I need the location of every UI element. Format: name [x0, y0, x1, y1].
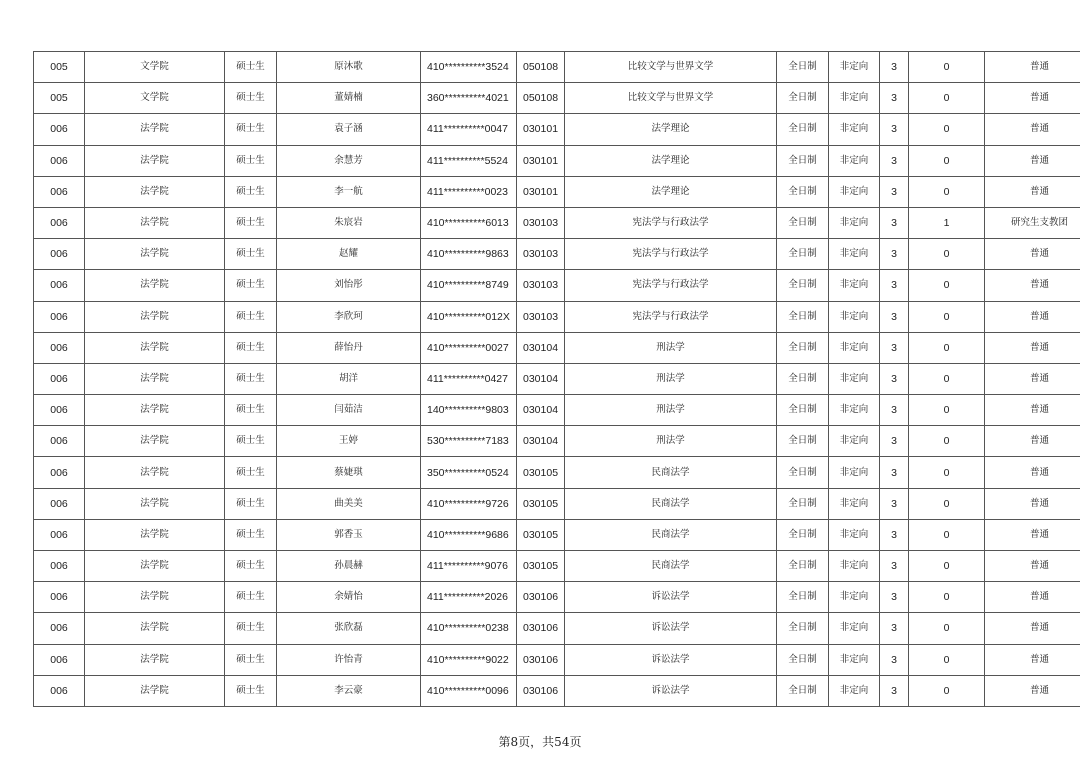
college-name-cell: 法学院 — [85, 332, 225, 363]
program-type-cell: 普通 — [985, 52, 1080, 83]
table-row — [34, 239, 1080, 270]
college-code-cell: 006 — [34, 519, 85, 550]
student-type-cell: 硕士生 — [225, 52, 277, 83]
student-type-cell: 硕士生 — [225, 270, 277, 301]
college-code-cell: 006 — [34, 270, 85, 301]
college-code-cell: 005 — [34, 52, 85, 83]
college-name-cell: 法学院 — [85, 675, 225, 706]
college-name-cell: 法学院 — [85, 457, 225, 488]
orientation-cell: 非定向 — [829, 52, 880, 83]
college-name-cell: 法学院 — [85, 239, 225, 270]
table-row — [34, 675, 1080, 706]
study-mode-cell: 全日制 — [777, 675, 829, 706]
college-code-cell: 006 — [34, 301, 85, 332]
special-flag-cell: 0 — [909, 457, 985, 488]
id-number-cell: 410**********3524 — [421, 52, 517, 83]
program-type-cell: 普通 — [985, 145, 1080, 176]
table-body — [34, 52, 1080, 707]
major-name-cell: 诉讼法学 — [565, 644, 777, 675]
study-mode-cell: 全日制 — [777, 426, 829, 457]
study-mode-cell: 全日制 — [777, 363, 829, 394]
id-number-cell: 411**********5524 — [421, 145, 517, 176]
major-name-cell: 刑法学 — [565, 332, 777, 363]
table-row — [34, 426, 1080, 457]
student-name-cell: 朱宸岩 — [277, 207, 421, 238]
student-type-cell: 硕士生 — [225, 675, 277, 706]
student-type-cell: 硕士生 — [225, 176, 277, 207]
program-type-cell: 普通 — [985, 644, 1080, 675]
years-cell: 3 — [880, 488, 909, 519]
major-code-cell: 030101 — [517, 145, 565, 176]
college-code-cell: 006 — [34, 207, 85, 238]
study-mode-cell: 全日制 — [777, 270, 829, 301]
major-code-cell: 050108 — [517, 83, 565, 114]
special-flag-cell: 0 — [909, 145, 985, 176]
study-mode-cell: 全日制 — [777, 83, 829, 114]
program-type-cell: 普通 — [985, 426, 1080, 457]
student-type-cell: 硕士生 — [225, 613, 277, 644]
id-number-cell: 410**********9686 — [421, 519, 517, 550]
student-type-cell: 硕士生 — [225, 332, 277, 363]
college-code-cell: 006 — [34, 363, 85, 394]
student-name-cell: 余婧怡 — [277, 582, 421, 613]
years-cell: 3 — [880, 675, 909, 706]
student-type-cell: 硕士生 — [225, 488, 277, 519]
student-type-cell: 硕士生 — [225, 363, 277, 394]
college-code-cell: 006 — [34, 426, 85, 457]
student-type-cell: 硕士生 — [225, 145, 277, 176]
college-name-cell: 文学院 — [85, 52, 225, 83]
orientation-cell: 非定向 — [829, 114, 880, 145]
orientation-cell: 非定向 — [829, 519, 880, 550]
years-cell: 3 — [880, 83, 909, 114]
id-number-cell: 140**********9803 — [421, 395, 517, 426]
years-cell: 3 — [880, 582, 909, 613]
major-name-cell: 民商法学 — [565, 519, 777, 550]
orientation-cell: 非定向 — [829, 551, 880, 582]
college-name-cell: 法学院 — [85, 301, 225, 332]
student-name-cell: 曲美美 — [277, 488, 421, 519]
study-mode-cell: 全日制 — [777, 145, 829, 176]
special-flag-cell: 0 — [909, 301, 985, 332]
id-number-cell: 410**********9863 — [421, 239, 517, 270]
student-name-cell: 李一航 — [277, 176, 421, 207]
program-type-cell: 普通 — [985, 363, 1080, 394]
table-row — [34, 551, 1080, 582]
student-name-cell: 袁子涵 — [277, 114, 421, 145]
student-name-cell: 张欣磊 — [277, 613, 421, 644]
major-code-cell: 030106 — [517, 644, 565, 675]
major-name-cell: 比较文学与世界文学 — [565, 83, 777, 114]
table-row — [34, 363, 1080, 394]
orientation-cell: 非定向 — [829, 301, 880, 332]
special-flag-cell: 0 — [909, 551, 985, 582]
id-number-cell: 410**********9022 — [421, 644, 517, 675]
orientation-cell: 非定向 — [829, 145, 880, 176]
orientation-cell: 非定向 — [829, 363, 880, 394]
orientation-cell: 非定向 — [829, 426, 880, 457]
college-name-cell: 法学院 — [85, 270, 225, 301]
special-flag-cell: 0 — [909, 582, 985, 613]
student-type-cell: 硕士生 — [225, 301, 277, 332]
college-name-cell: 法学院 — [85, 613, 225, 644]
major-code-cell: 030105 — [517, 519, 565, 550]
table-row — [34, 582, 1080, 613]
student-table — [33, 51, 1080, 707]
student-type-cell: 硕士生 — [225, 426, 277, 457]
program-type-cell: 普通 — [985, 675, 1080, 706]
table-row — [34, 270, 1080, 301]
major-code-cell: 030103 — [517, 207, 565, 238]
major-name-cell: 民商法学 — [565, 457, 777, 488]
special-flag-cell: 0 — [909, 613, 985, 644]
years-cell: 3 — [880, 426, 909, 457]
college-code-cell: 006 — [34, 395, 85, 426]
student-type-cell: 硕士生 — [225, 207, 277, 238]
student-type-cell: 硕士生 — [225, 239, 277, 270]
special-flag-cell: 0 — [909, 426, 985, 457]
id-number-cell: 411**********0427 — [421, 363, 517, 394]
study-mode-cell: 全日制 — [777, 613, 829, 644]
study-mode-cell: 全日制 — [777, 301, 829, 332]
student-name-cell: 原沐歌 — [277, 52, 421, 83]
study-mode-cell: 全日制 — [777, 207, 829, 238]
table-row — [34, 176, 1080, 207]
study-mode-cell: 全日制 — [777, 582, 829, 613]
id-number-cell: 411**********2026 — [421, 582, 517, 613]
college-name-cell: 法学院 — [85, 644, 225, 675]
special-flag-cell: 0 — [909, 52, 985, 83]
id-number-cell: 411**********9076 — [421, 551, 517, 582]
college-code-cell: 006 — [34, 613, 85, 644]
table-row — [34, 301, 1080, 332]
orientation-cell: 非定向 — [829, 613, 880, 644]
years-cell: 3 — [880, 176, 909, 207]
years-cell: 3 — [880, 332, 909, 363]
years-cell: 3 — [880, 52, 909, 83]
study-mode-cell: 全日制 — [777, 395, 829, 426]
major-code-cell: 030105 — [517, 488, 565, 519]
college-name-cell: 法学院 — [85, 519, 225, 550]
major-name-cell: 刑法学 — [565, 426, 777, 457]
id-number-cell: 410**********0096 — [421, 675, 517, 706]
program-type-cell: 普通 — [985, 239, 1080, 270]
special-flag-cell: 0 — [909, 176, 985, 207]
college-name-cell: 法学院 — [85, 114, 225, 145]
college-code-cell: 006 — [34, 644, 85, 675]
program-type-cell: 普通 — [985, 301, 1080, 332]
major-code-cell: 030101 — [517, 176, 565, 207]
id-number-cell: 350**********0524 — [421, 457, 517, 488]
major-name-cell: 宪法学与行政法学 — [565, 207, 777, 238]
table-row — [34, 488, 1080, 519]
major-name-cell: 诉讼法学 — [565, 675, 777, 706]
major-code-cell: 030103 — [517, 270, 565, 301]
program-type-cell: 普通 — [985, 332, 1080, 363]
id-number-cell: 410**********8749 — [421, 270, 517, 301]
id-number-cell: 360**********4021 — [421, 83, 517, 114]
special-flag-cell: 0 — [909, 270, 985, 301]
years-cell: 3 — [880, 145, 909, 176]
college-code-cell: 006 — [34, 114, 85, 145]
major-code-cell: 030103 — [517, 239, 565, 270]
major-name-cell: 刑法学 — [565, 363, 777, 394]
student-name-cell: 王婷 — [277, 426, 421, 457]
special-flag-cell: 0 — [909, 395, 985, 426]
study-mode-cell: 全日制 — [777, 239, 829, 270]
major-name-cell: 法学理论 — [565, 114, 777, 145]
college-code-cell: 006 — [34, 457, 85, 488]
student-name-cell: 余慧芳 — [277, 145, 421, 176]
table-row — [34, 395, 1080, 426]
years-cell: 3 — [880, 301, 909, 332]
student-name-cell: 蔡婕琪 — [277, 457, 421, 488]
college-code-cell: 006 — [34, 582, 85, 613]
years-cell: 3 — [880, 457, 909, 488]
college-code-cell: 006 — [34, 675, 85, 706]
table-row — [34, 114, 1080, 145]
table-row — [34, 519, 1080, 550]
table-row — [34, 83, 1080, 114]
student-name-cell: 董婧楠 — [277, 83, 421, 114]
college-name-cell: 法学院 — [85, 363, 225, 394]
table-row — [34, 207, 1080, 238]
major-code-cell: 030101 — [517, 114, 565, 145]
study-mode-cell: 全日制 — [777, 114, 829, 145]
student-type-cell: 硕士生 — [225, 395, 277, 426]
major-code-cell: 030106 — [517, 582, 565, 613]
years-cell: 3 — [880, 270, 909, 301]
program-type-cell: 普通 — [985, 519, 1080, 550]
major-code-cell: 030105 — [517, 551, 565, 582]
years-cell: 3 — [880, 551, 909, 582]
student-type-cell: 硕士生 — [225, 457, 277, 488]
table-row — [34, 457, 1080, 488]
college-name-cell: 法学院 — [85, 395, 225, 426]
major-code-cell: 050108 — [517, 52, 565, 83]
college-name-cell: 法学院 — [85, 176, 225, 207]
special-flag-cell: 0 — [909, 644, 985, 675]
major-code-cell: 030103 — [517, 301, 565, 332]
college-name-cell: 法学院 — [85, 207, 225, 238]
page-footer: 第8页，共54页 — [498, 735, 582, 749]
study-mode-cell: 全日制 — [777, 488, 829, 519]
special-flag-cell: 0 — [909, 83, 985, 114]
id-number-cell: 530**********7183 — [421, 426, 517, 457]
student-name-cell: 李欣珂 — [277, 301, 421, 332]
major-code-cell: 030105 — [517, 457, 565, 488]
student-name-cell: 李云豪 — [277, 675, 421, 706]
table-row — [34, 613, 1080, 644]
college-code-cell: 006 — [34, 239, 85, 270]
major-code-cell: 030104 — [517, 426, 565, 457]
orientation-cell: 非定向 — [829, 239, 880, 270]
student-name-cell: 胡洋 — [277, 363, 421, 394]
major-name-cell: 诉讼法学 — [565, 613, 777, 644]
table-row — [34, 644, 1080, 675]
orientation-cell: 非定向 — [829, 488, 880, 519]
orientation-cell: 非定向 — [829, 675, 880, 706]
program-type-cell: 普通 — [985, 582, 1080, 613]
table-row — [34, 332, 1080, 363]
student-name-cell: 赵耀 — [277, 239, 421, 270]
major-code-cell: 030106 — [517, 675, 565, 706]
study-mode-cell: 全日制 — [777, 52, 829, 83]
id-number-cell: 410**********9726 — [421, 488, 517, 519]
college-code-cell: 006 — [34, 332, 85, 363]
table-row — [34, 52, 1080, 83]
orientation-cell: 非定向 — [829, 457, 880, 488]
major-name-cell: 法学理论 — [565, 176, 777, 207]
college-name-cell: 法学院 — [85, 145, 225, 176]
study-mode-cell: 全日制 — [777, 457, 829, 488]
special-flag-cell: 0 — [909, 114, 985, 145]
program-type-cell: 普通 — [985, 457, 1080, 488]
study-mode-cell: 全日制 — [777, 332, 829, 363]
program-type-cell: 普通 — [985, 551, 1080, 582]
major-name-cell: 民商法学 — [565, 488, 777, 519]
orientation-cell: 非定向 — [829, 83, 880, 114]
student-name-cell: 薛怡丹 — [277, 332, 421, 363]
major-code-cell: 030104 — [517, 363, 565, 394]
major-name-cell: 宪法学与行政法学 — [565, 270, 777, 301]
program-type-cell: 普通 — [985, 83, 1080, 114]
college-code-cell: 005 — [34, 83, 85, 114]
major-name-cell: 刑法学 — [565, 395, 777, 426]
special-flag-cell: 0 — [909, 519, 985, 550]
student-type-cell: 硕士生 — [225, 519, 277, 550]
special-flag-cell: 0 — [909, 675, 985, 706]
id-number-cell: 410**********0027 — [421, 332, 517, 363]
study-mode-cell: 全日制 — [777, 176, 829, 207]
student-type-cell: 硕士生 — [225, 114, 277, 145]
program-type-cell: 普通 — [985, 270, 1080, 301]
program-type-cell: 普通 — [985, 114, 1080, 145]
major-name-cell: 宪法学与行政法学 — [565, 301, 777, 332]
orientation-cell: 非定向 — [829, 644, 880, 675]
college-name-cell: 法学院 — [85, 551, 225, 582]
student-type-cell: 硕士生 — [225, 551, 277, 582]
orientation-cell: 非定向 — [829, 176, 880, 207]
major-code-cell: 030104 — [517, 332, 565, 363]
student-name-cell: 孙晨赫 — [277, 551, 421, 582]
college-code-cell: 006 — [34, 551, 85, 582]
college-name-cell: 法学院 — [85, 488, 225, 519]
special-flag-cell: 0 — [909, 363, 985, 394]
major-name-cell: 民商法学 — [565, 551, 777, 582]
major-name-cell: 法学理论 — [565, 145, 777, 176]
id-number-cell: 410**********012X — [421, 301, 517, 332]
years-cell: 3 — [880, 395, 909, 426]
college-name-cell: 文学院 — [85, 83, 225, 114]
id-number-cell: 410**********6013 — [421, 207, 517, 238]
years-cell: 3 — [880, 114, 909, 145]
study-mode-cell: 全日制 — [777, 551, 829, 582]
study-mode-cell: 全日制 — [777, 519, 829, 550]
program-type-cell: 研究生支教团 — [985, 207, 1080, 238]
years-cell: 3 — [880, 613, 909, 644]
orientation-cell: 非定向 — [829, 270, 880, 301]
years-cell: 3 — [880, 644, 909, 675]
program-type-cell: 普通 — [985, 488, 1080, 519]
student-name-cell: 闫茹洁 — [277, 395, 421, 426]
years-cell: 3 — [880, 519, 909, 550]
major-code-cell: 030104 — [517, 395, 565, 426]
special-flag-cell: 1 — [909, 207, 985, 238]
major-name-cell: 宪法学与行政法学 — [565, 239, 777, 270]
college-code-cell: 006 — [34, 176, 85, 207]
years-cell: 3 — [880, 363, 909, 394]
special-flag-cell: 0 — [909, 239, 985, 270]
program-type-cell: 普通 — [985, 176, 1080, 207]
student-type-cell: 硕士生 — [225, 644, 277, 675]
orientation-cell: 非定向 — [829, 582, 880, 613]
id-number-cell: 411**********0047 — [421, 114, 517, 145]
major-name-cell: 诉讼法学 — [565, 582, 777, 613]
major-code-cell: 030106 — [517, 613, 565, 644]
student-type-cell: 硕士生 — [225, 83, 277, 114]
special-flag-cell: 0 — [909, 488, 985, 519]
student-name-cell: 郭香玉 — [277, 519, 421, 550]
years-cell: 3 — [880, 239, 909, 270]
major-name-cell: 比较文学与世界文学 — [565, 52, 777, 83]
orientation-cell: 非定向 — [829, 332, 880, 363]
program-type-cell: 普通 — [985, 395, 1080, 426]
special-flag-cell: 0 — [909, 332, 985, 363]
id-number-cell: 410**********0238 — [421, 613, 517, 644]
college-code-cell: 006 — [34, 145, 85, 176]
college-name-cell: 法学院 — [85, 582, 225, 613]
student-name-cell: 许怡青 — [277, 644, 421, 675]
college-name-cell: 法学院 — [85, 426, 225, 457]
college-code-cell: 006 — [34, 488, 85, 519]
program-type-cell: 普通 — [985, 613, 1080, 644]
student-name-cell: 刘怡彤 — [277, 270, 421, 301]
orientation-cell: 非定向 — [829, 395, 880, 426]
years-cell: 3 — [880, 207, 909, 238]
student-type-cell: 硕士生 — [225, 582, 277, 613]
table-row — [34, 145, 1080, 176]
orientation-cell: 非定向 — [829, 207, 880, 238]
id-number-cell: 411**********0023 — [421, 176, 517, 207]
study-mode-cell: 全日制 — [777, 644, 829, 675]
